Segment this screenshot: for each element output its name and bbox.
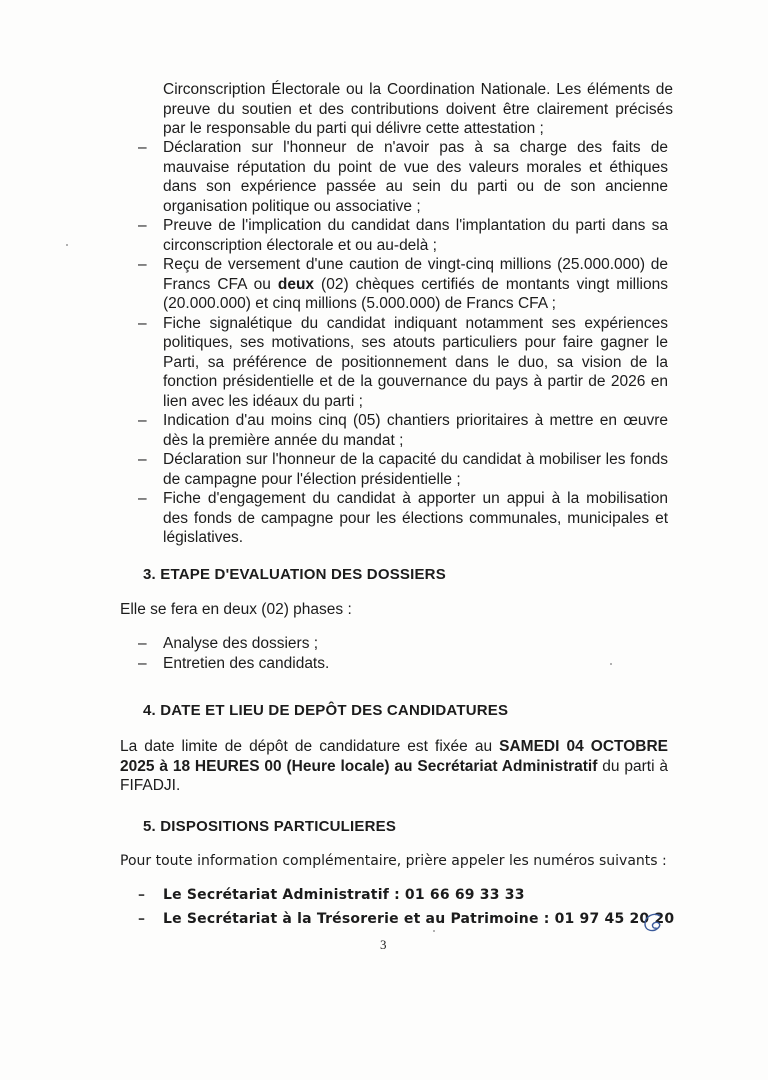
list-item: – Preuve de l'implication du candidat dans l'implantation du parti dans sa circonscription électorale et ou au-delà ; bbox=[138, 217, 668, 254]
list-item: – Analyse des dossiers ; bbox=[138, 635, 319, 652]
list-item: – Indication d'au moins cinq (05) chantiers prioritaires à mettre en œuvre dès la première année du mandat ; bbox=[138, 412, 668, 449]
section-3-intro: Elle se fera en deux (02) phases : bbox=[120, 601, 352, 618]
continuation-paragraph bbox=[163, 80, 673, 139]
list-item: – Le Secrétariat Administratif : 01 66 69 33 33 bbox=[138, 887, 525, 903]
section-5-heading: 5. DISPOSITIONS PARTICULIERES bbox=[143, 818, 397, 835]
page-number: 3 bbox=[380, 937, 387, 952]
list-item: – Déclaration sur l'honneur de la capacité du candidat à mobiliser les fonds de campagne pour l'élection présidentielle ; bbox=[138, 451, 668, 488]
section-5-intro: Pour toute information complémentaire, prière appeler les numéros suivants : bbox=[120, 853, 667, 869]
scan-speck bbox=[66, 244, 68, 246]
list-item: – Entretien des candidats. bbox=[138, 654, 330, 672]
list-item: – Le Secrétariat à la Trésorerie et au Patrimoine : 01 97 45 20 20 bbox=[138, 911, 675, 927]
phases-list bbox=[138, 634, 329, 673]
section-4-heading: 4. DATE ET LIEU DE DEPÔT DES CANDIDATURES bbox=[143, 702, 509, 719]
continuation-text: Circonscription Électorale ou la Coordination Nationale. Les éléments de preuve du soutien et des contributions doivent être clairement précisés par le responsable du parti qui délivre cette attestation ; bbox=[163, 81, 673, 137]
list-item: – Fiche signalétique du candidat indiquant notamment ses expériences politiques, ses motivations, ses atouts particuliers pour faire gagner le Parti, sa préférence de positionnement dans le duo, sa vision de la fonction présidentielle et de la gouvernance du pays à partir de 2026 en lien avec les idéaux du parti ; bbox=[138, 314, 668, 410]
section-3-heading: 3. ETAPE D'EVALUATION DES DOSSIERS bbox=[143, 566, 446, 583]
contacts-list bbox=[138, 883, 674, 931]
list-item: – Déclaration sur l'honneur de n'avoir pas à sa charge des faits de mauvaise réputation du point de vue des valeurs morales et éthiques dans son expérience passée au sein du parti ou de son ancienne organisation politique ou associative ; bbox=[138, 139, 668, 215]
handwritten-initial-icon bbox=[640, 910, 666, 936]
scan-speck bbox=[610, 663, 612, 665]
section-4-paragraph: La date limite de dépôt de candidature est fixée au SAMEDI 04 OCTOBRE 2025 à 18 HEURES 00 (Heure locale) au Secrétariat Administratif du parti à FIFADJI. bbox=[120, 738, 669, 794]
requirements-list bbox=[138, 138, 668, 548]
list-item: – Fiche d'engagement du candidat à apporter un appui à la mobilisation des fonds de campagne pour les élections communales, municipales et législatives. bbox=[138, 490, 668, 546]
scan-speck bbox=[433, 930, 435, 932]
list-item: – Reçu de versement d'une caution de vingt-cinq millions (25.000.000) de Francs CFA ou deux (02) chèques certifiés de montants vingt millions (20.000.000) et cinq millions (5.000.000) de Francs CFA ; bbox=[138, 256, 668, 312]
